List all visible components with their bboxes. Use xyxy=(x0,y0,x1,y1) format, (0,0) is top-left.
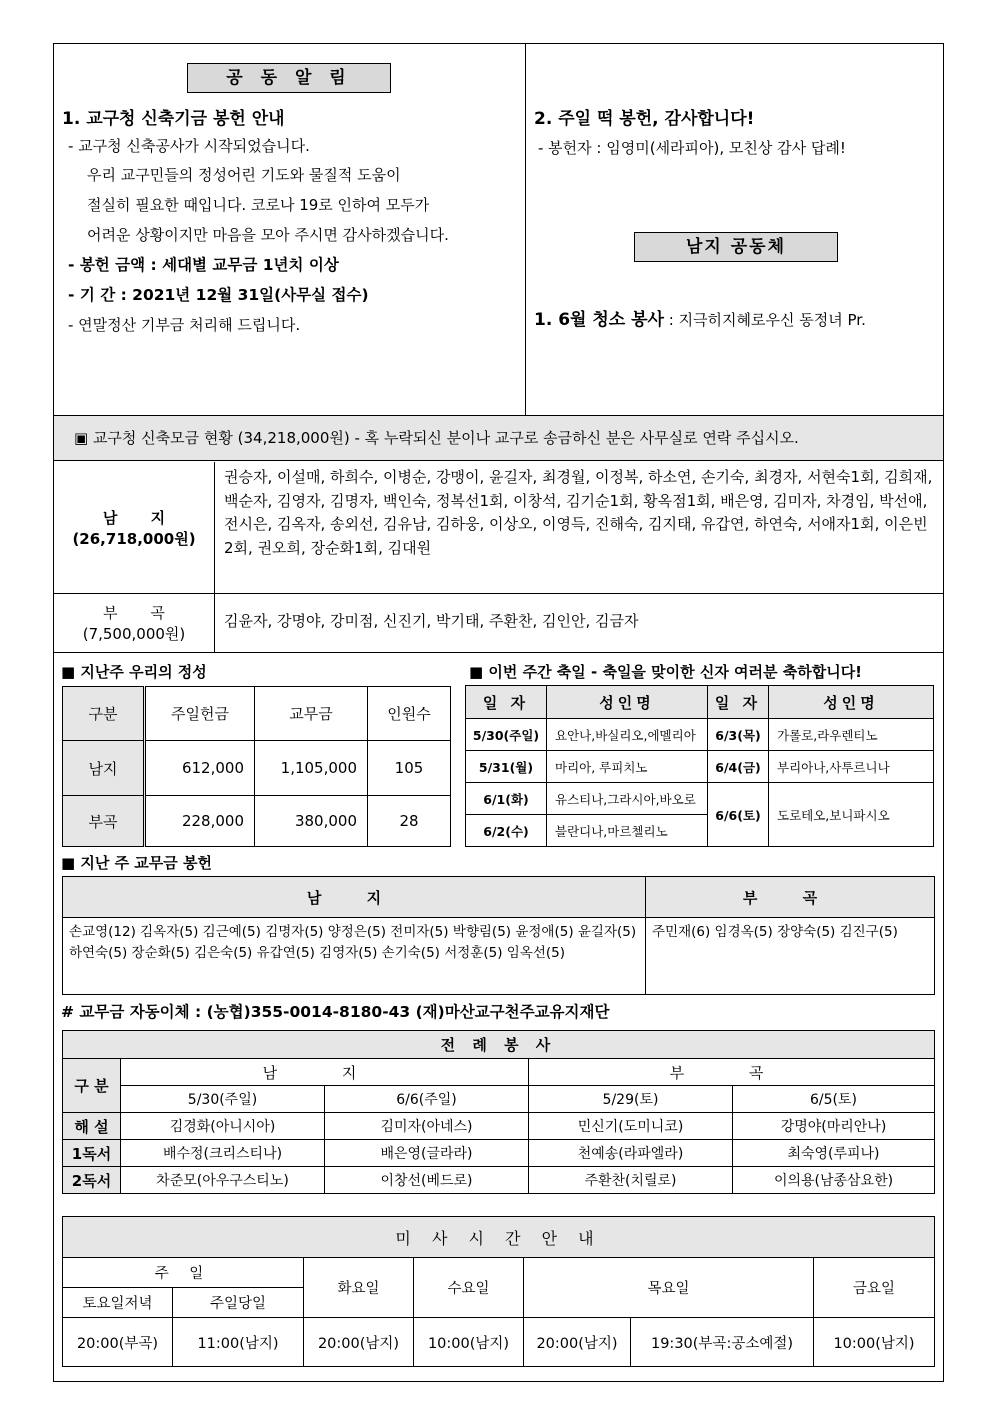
liturgy-person: 주환찬(치릴로) xyxy=(529,1167,733,1194)
mass-table xyxy=(62,1216,935,1367)
feast-header: 성인명 xyxy=(769,686,934,719)
fund-row-bugok xyxy=(54,594,943,653)
offering-title: ■ 지난주 우리의 정성 xyxy=(61,663,207,681)
feast-saints: 도로테오,보니파시오 xyxy=(769,783,934,847)
liturgy-person: 이의용(남종삼요한) xyxy=(733,1167,935,1194)
feast-header: 일 자 xyxy=(708,686,769,719)
feast-date: 5/30(주일) xyxy=(466,719,547,751)
offering-dues: 380,000 xyxy=(255,796,368,847)
feast-date: 6/3(목) xyxy=(708,719,769,751)
liturgy-date: 5/29(토) xyxy=(529,1086,733,1113)
feast-saints: 블란디나,마르첼리노 xyxy=(547,815,708,847)
liturgy-row xyxy=(63,1113,935,1140)
offering-row-name: 남지 xyxy=(63,741,145,796)
dues-title: ■ 지난 주 교무금 봉헌 xyxy=(61,854,212,872)
liturgy-person: 민신기(도미니코) xyxy=(529,1113,733,1140)
liturgy-date: 5/30(주일) xyxy=(121,1086,325,1113)
mass-time: 20:00(부곡) xyxy=(63,1318,173,1367)
liturgy-person: 최숙영(루피나) xyxy=(733,1140,935,1167)
mass-title: 미 사 시 간 안 내 xyxy=(63,1217,935,1258)
item1-line: 어려운 상황이지만 마음을 모아 주시면 감사하겠습니다. xyxy=(87,226,449,244)
liturgy-person: 강명야(마리안나) xyxy=(733,1113,935,1140)
liturgy-title: 전 례 봉 사 xyxy=(63,1031,935,1059)
liturgy-person: 김미자(아네스) xyxy=(325,1113,529,1140)
feast-table xyxy=(465,685,934,847)
feast-header: 일 자 xyxy=(466,686,547,719)
fund-bugok-names: 김윤자, 강명야, 강미점, 신진기, 박기태, 주환찬, 김인안, 김금자 xyxy=(224,612,639,630)
notice-left-column xyxy=(54,44,526,415)
fund-namji-names: 권승자, 이설매, 하희수, 이병순, 강맹이, 윤길자, 최경월, 이정복, 하소연, 손기숙, 최경자, 서현숙1회, 김희재, 백순자, 김영자, 김명자, 백인숙, 정복선1회, 이창석, 김기순1회, 황옥점1회, 배은영, 김미자, 차경임, 박선애, 전시은, 김옥자, 송외선, 김유남, 김하웅, 이상오, 이영득, 진해숙, 김지태, 유갑연, 하연숙, 서애자1회, 이은빈2회, 권오희, 장순화1회, 김대원 xyxy=(224,468,933,557)
community-item-heading: 1. 6월 청소 봉사 xyxy=(534,310,664,330)
liturgy-row xyxy=(63,1140,935,1167)
liturgy-bugok-header: 부 곡 xyxy=(529,1059,935,1086)
feast-date: 6/1(화) xyxy=(466,783,547,815)
feast-header: 성인명 xyxy=(547,686,708,719)
dues-table xyxy=(62,876,935,995)
feast-saints: 마리아, 루피치노 xyxy=(547,751,708,783)
fund-bugok-label: 부 곡 xyxy=(103,604,179,622)
offering-sunday: 612,000 xyxy=(145,741,255,796)
feast-row xyxy=(466,783,934,815)
mass-time: 10:00(남지) xyxy=(414,1318,524,1367)
feast-date: 6/4(금) xyxy=(708,751,769,783)
notice-section xyxy=(54,44,943,416)
item2-line: - 봉헌자 : 임영미(세라피아), 모친상 감사 답례! xyxy=(538,139,846,157)
fund-label-namji xyxy=(54,462,215,593)
dues-namji-header: 남 지 xyxy=(63,877,646,918)
dues-transfer-info: # 교무금 자동이체 : (농협)355-0014-8180-43 (재)마산교구천주교유지재단 xyxy=(61,1003,610,1021)
liturgy-person: 차준모(아우구스티노) xyxy=(121,1167,325,1194)
notice-right-column xyxy=(526,44,943,415)
dues-namji-names: 손교영(12) 김옥자(5) 김근예(5) 김명자(5) 양정은(5) 전미자(5) 박향림(5) 윤정애(5) 윤길자(5) 하연숙(5) 장순화(5) 김은숙(5) 유갑연(5) 김영자(5) 손기숙(5) 서정훈(5) 임옥선(5) xyxy=(63,918,646,995)
offering-count: 105 xyxy=(368,741,451,796)
mass-sat-eve-header: 토요일저녁 xyxy=(63,1288,173,1318)
feast-date: 6/2(수) xyxy=(466,815,547,847)
dues-bugok-header: 부 곡 xyxy=(646,877,935,918)
community-item xyxy=(534,305,866,330)
bulletin-page xyxy=(53,43,944,1382)
fund-bugok-amount: (7,500,000원) xyxy=(82,625,186,643)
fund-heading: ▣ 교구청 신축모금 현황 (34,218,000원) - 혹 누락되신 분이나 교구로 송금하신 분은 사무실로 연락 주십시오. xyxy=(54,416,943,461)
fund-row-namji xyxy=(54,462,943,594)
liturgy-person: 김경화(아니시아) xyxy=(121,1113,325,1140)
offering-header: 구분 xyxy=(63,687,145,741)
mass-thu-header: 목요일 xyxy=(524,1258,814,1318)
liturgy-table xyxy=(62,1030,935,1194)
feast-row xyxy=(466,751,934,783)
offering-count: 28 xyxy=(368,796,451,847)
liturgy-category-label: 구 분 xyxy=(63,1059,121,1113)
offering-dues: 1,105,000 xyxy=(255,741,368,796)
fund-namji-label: 남 지 xyxy=(102,508,180,527)
offering-header: 주일헌금 xyxy=(145,687,255,741)
fund-namji-amount: (26,718,000원) xyxy=(72,529,196,548)
notice-title: 공 동 알 림 xyxy=(187,63,391,93)
mass-wed-header: 수요일 xyxy=(414,1258,524,1318)
feast-saints: 요안나,바실리오,에멜리아 xyxy=(547,719,708,751)
mass-time: 11:00(남지) xyxy=(173,1318,304,1367)
mass-time: 20:00(남지) xyxy=(304,1318,414,1367)
community-title: 남지 공동체 xyxy=(634,232,838,262)
fund-label-bugok xyxy=(54,594,215,652)
item1-period: - 기 간 : 2021년 12월 31일(사무실 접수) xyxy=(68,286,369,304)
mass-sun-day-header: 주일당일 xyxy=(173,1288,304,1318)
liturgy-date: 6/5(토) xyxy=(733,1086,935,1113)
liturgy-namji-header: 남 지 xyxy=(121,1059,529,1086)
liturgy-role: 2독서 xyxy=(63,1167,121,1194)
community-item-text: : 지극히지혜로우신 동정녀 Pr. xyxy=(663,311,866,329)
feast-title: ■ 이번 주간 축일 - 축일을 맞이한 신자 여러분 축하합니다! xyxy=(469,663,863,681)
liturgy-person: 배수정(크리스티나) xyxy=(121,1140,325,1167)
mass-sunday-header: 주 일 xyxy=(63,1258,304,1288)
mass-time: 10:00(남지) xyxy=(814,1318,935,1367)
liturgy-row xyxy=(63,1167,935,1194)
feast-saints: 부리아나,사투르니나 xyxy=(769,751,934,783)
mass-time: 19:30(부곡:공소예절) xyxy=(631,1318,814,1367)
liturgy-person: 이창선(베드로) xyxy=(325,1167,529,1194)
offering-header: 교무금 xyxy=(255,687,368,741)
feast-saints: 유스티나,그라시아,바오로 xyxy=(547,783,708,815)
item1-line: - 교구청 신축공사가 시작되었습니다. xyxy=(68,137,310,155)
mass-time: 20:00(남지) xyxy=(524,1318,631,1367)
feast-date: 5/31(월) xyxy=(466,751,547,783)
offering-sunday: 228,000 xyxy=(145,796,255,847)
offering-row xyxy=(63,741,451,796)
feast-saints: 가롤로,라우렌티노 xyxy=(769,719,934,751)
offering-table xyxy=(62,686,451,847)
feast-date: 6/6(토) xyxy=(708,783,769,847)
item1-amount: - 봉헌 금액 : 세대별 교무금 1년치 이상 xyxy=(68,256,339,274)
liturgy-person: 배은영(글라라) xyxy=(325,1140,529,1167)
offering-row xyxy=(63,796,451,847)
item1-line: 우리 교구민들의 정성어린 기도와 물질적 도움이 xyxy=(87,166,401,184)
offering-row-name: 부곡 xyxy=(63,796,145,847)
mass-times-row xyxy=(63,1318,935,1367)
liturgy-role: 1독서 xyxy=(63,1140,121,1167)
item1-line: 절실히 필요한 때입니다. 코로나 19로 인하여 모두가 xyxy=(87,196,430,214)
liturgy-person: 천예송(라파엘라) xyxy=(529,1140,733,1167)
offering-header: 인원수 xyxy=(368,687,451,741)
feast-row xyxy=(466,719,934,751)
dues-bugok-names: 주민재(6) 임경옥(5) 장양숙(5) 김진구(5) xyxy=(646,918,935,995)
liturgy-date: 6/6(주일) xyxy=(325,1086,529,1113)
mass-tue-header: 화요일 xyxy=(304,1258,414,1318)
item1-heading: 1. 교구청 신축기금 봉헌 안내 xyxy=(62,109,285,129)
item2-heading: 2. 주일 떡 봉헌, 감사합니다! xyxy=(534,109,755,129)
item1-tax: - 연말정산 기부금 처리해 드립니다. xyxy=(68,316,301,334)
liturgy-role: 해 설 xyxy=(63,1113,121,1140)
mass-fri-header: 금요일 xyxy=(814,1258,935,1318)
